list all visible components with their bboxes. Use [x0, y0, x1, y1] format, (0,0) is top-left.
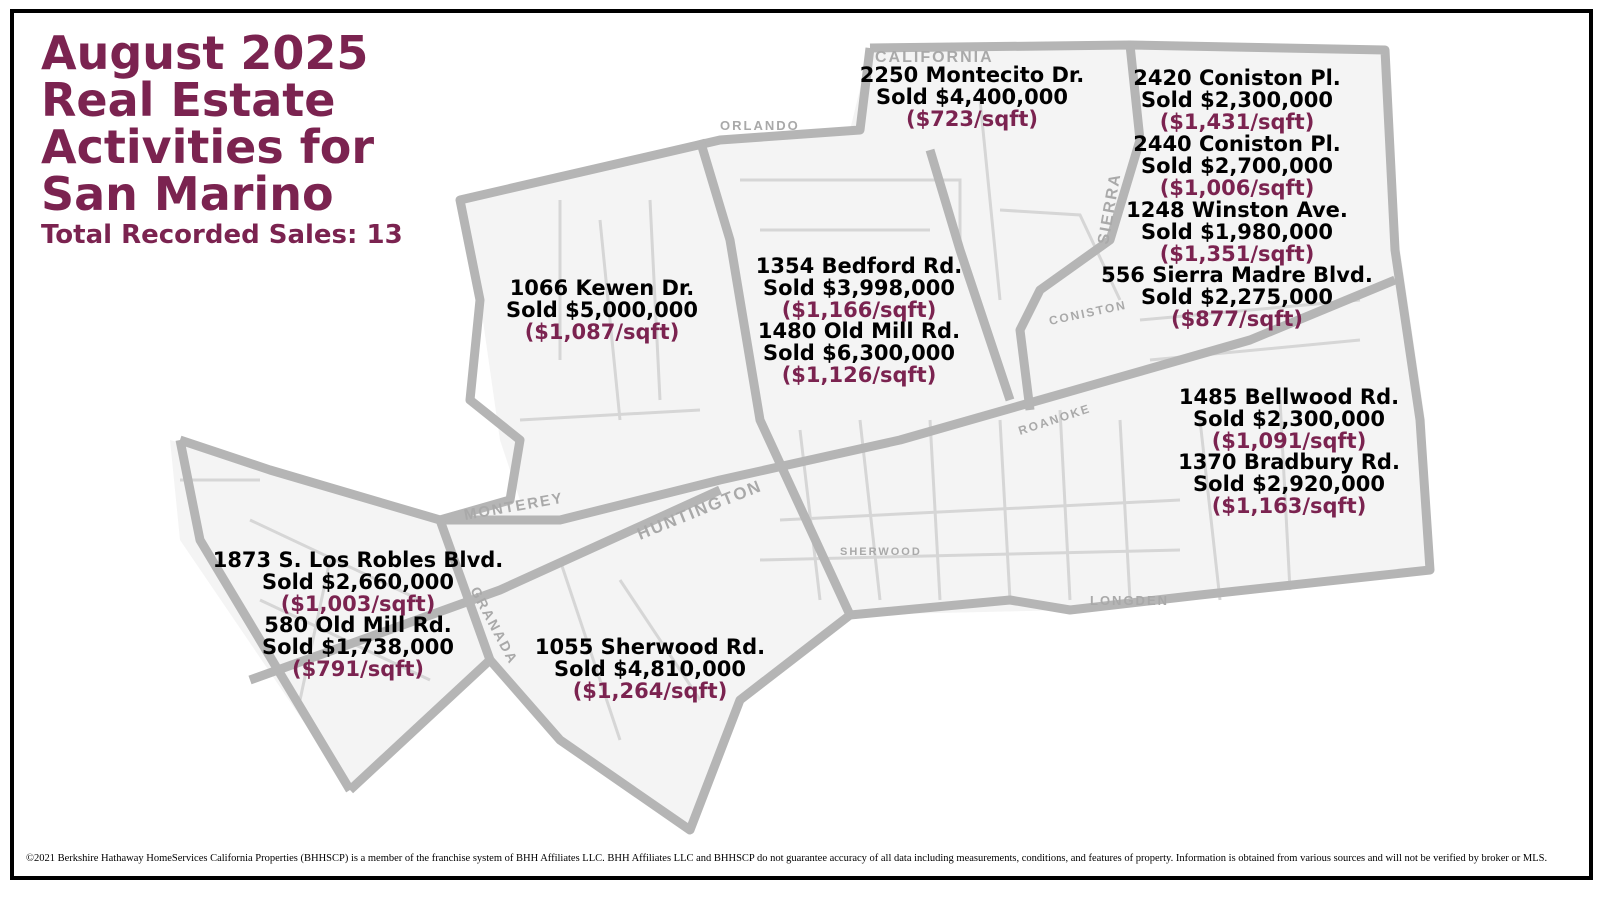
street-label-sherwood: SHERWOOD — [840, 546, 922, 558]
sale-label — [860, 64, 1085, 130]
sale-price-per-sqft: ($1,003/sqft) — [280, 592, 436, 616]
street-label-longden: LONGDEN — [1090, 593, 1169, 608]
sale-address: 1066 Kewen Dr. — [509, 276, 695, 300]
street-label-sierra: SIERRA — [1095, 171, 1125, 246]
sale-price: Sold $2,660,000 — [262, 570, 454, 594]
sale-price: Sold $2,300,000 — [1193, 407, 1385, 431]
disclaimer-text: ©2021 Berkshire Hathaway HomeServices California Properties (BHHSCP) is a member of the franchise system of BHH Affiliates LLC. BHH Affiliates LLC and BHHSCP do not guarantee accuracy of all data including measurements, conditions, and features of property. Information is obtained from various sources and will not be verified by broker or MLS. — [26, 853, 1548, 864]
sale-price-per-sqft: ($1,126/sqft) — [781, 363, 937, 387]
sale-address: 580 Old Mill Rd. — [264, 613, 452, 637]
sale-price: Sold $4,810,000 — [554, 657, 746, 681]
sale-address: 1873 S. Los Robles Blvd. — [212, 548, 504, 572]
sale-label — [1178, 451, 1400, 517]
sale-price-per-sqft: ($1,087/sqft) — [524, 320, 680, 344]
sale-price: Sold $1,738,000 — [262, 635, 454, 659]
sale-price: Sold $6,300,000 — [763, 341, 955, 365]
sale-price-per-sqft: ($1,163/sqft) — [1211, 494, 1367, 518]
sale-address: 1485 Bellwood Rd. — [1178, 385, 1400, 409]
sale-price-per-sqft: ($1,264/sqft) — [572, 679, 728, 703]
sale-address: 1354 Bedford Rd. — [755, 254, 963, 278]
sale-price: Sold $3,998,000 — [763, 276, 955, 300]
sale-label — [262, 614, 454, 680]
sale-label — [506, 277, 698, 343]
sale-label — [1179, 386, 1399, 452]
sale-price-per-sqft: ($1,091/sqft) — [1211, 429, 1367, 453]
street-label-coniston: CONISTON — [1047, 297, 1129, 328]
street-label-granada: GRANADA — [467, 583, 522, 667]
sale-address: 1055 Sherwood Rd. — [534, 635, 766, 659]
sale-label — [1126, 199, 1348, 265]
street-label-roanoke: ROANOKE — [1016, 401, 1093, 438]
sale-address: 2250 Montecito Dr. — [859, 63, 1085, 87]
page-title: August 2025 Real Estate Activities for San Marino — [41, 26, 375, 221]
sale-label — [1133, 133, 1341, 199]
sale-label — [1133, 67, 1341, 133]
sale-price: Sold $1,980,000 — [1141, 220, 1333, 244]
sale-price: Sold $4,400,000 — [876, 85, 1068, 109]
sale-price-per-sqft: ($723/sqft) — [905, 107, 1039, 131]
sale-price-per-sqft: ($1,431/sqft) — [1159, 110, 1315, 134]
total-sales: Total Recorded Sales: 13 — [41, 220, 403, 250]
sale-price-per-sqft: ($791/sqft) — [291, 657, 425, 681]
sale-price-per-sqft: ($1,351/sqft) — [1159, 242, 1315, 266]
sale-address: 1370 Bradbury Rd. — [1178, 450, 1400, 474]
sale-label — [758, 320, 960, 386]
sale-price: Sold $2,275,000 — [1141, 285, 1333, 309]
sale-address: 556 Sierra Madre Blvd. — [1101, 263, 1373, 287]
sale-label — [535, 636, 765, 702]
sale-price-per-sqft: ($1,166/sqft) — [781, 298, 937, 322]
sale-address: 1480 Old Mill Rd. — [757, 319, 961, 343]
street-label-huntington: HUNTINGTON — [634, 476, 765, 544]
sale-price-per-sqft: ($877/sqft) — [1170, 307, 1304, 331]
sale-address: 1248 Winston Ave. — [1126, 198, 1348, 222]
sale-price: Sold $5,000,000 — [506, 298, 698, 322]
sale-label — [213, 549, 504, 615]
sale-label — [756, 255, 962, 321]
street-label-california: CALIFORNIA — [875, 49, 994, 66]
sale-address: 2420 Coniston Pl. — [1133, 66, 1341, 90]
sale-price-per-sqft: ($1,006/sqft) — [1159, 176, 1315, 200]
sale-label — [1101, 264, 1373, 330]
sale-price: Sold $2,300,000 — [1141, 88, 1333, 112]
street-label-orlando: ORLANDO — [720, 118, 800, 133]
street-label-monterey: MONTEREY — [462, 489, 566, 524]
sale-price: Sold $2,920,000 — [1193, 472, 1385, 496]
sale-price: Sold $2,700,000 — [1141, 154, 1333, 178]
sale-address: 2440 Coniston Pl. — [1133, 132, 1341, 156]
